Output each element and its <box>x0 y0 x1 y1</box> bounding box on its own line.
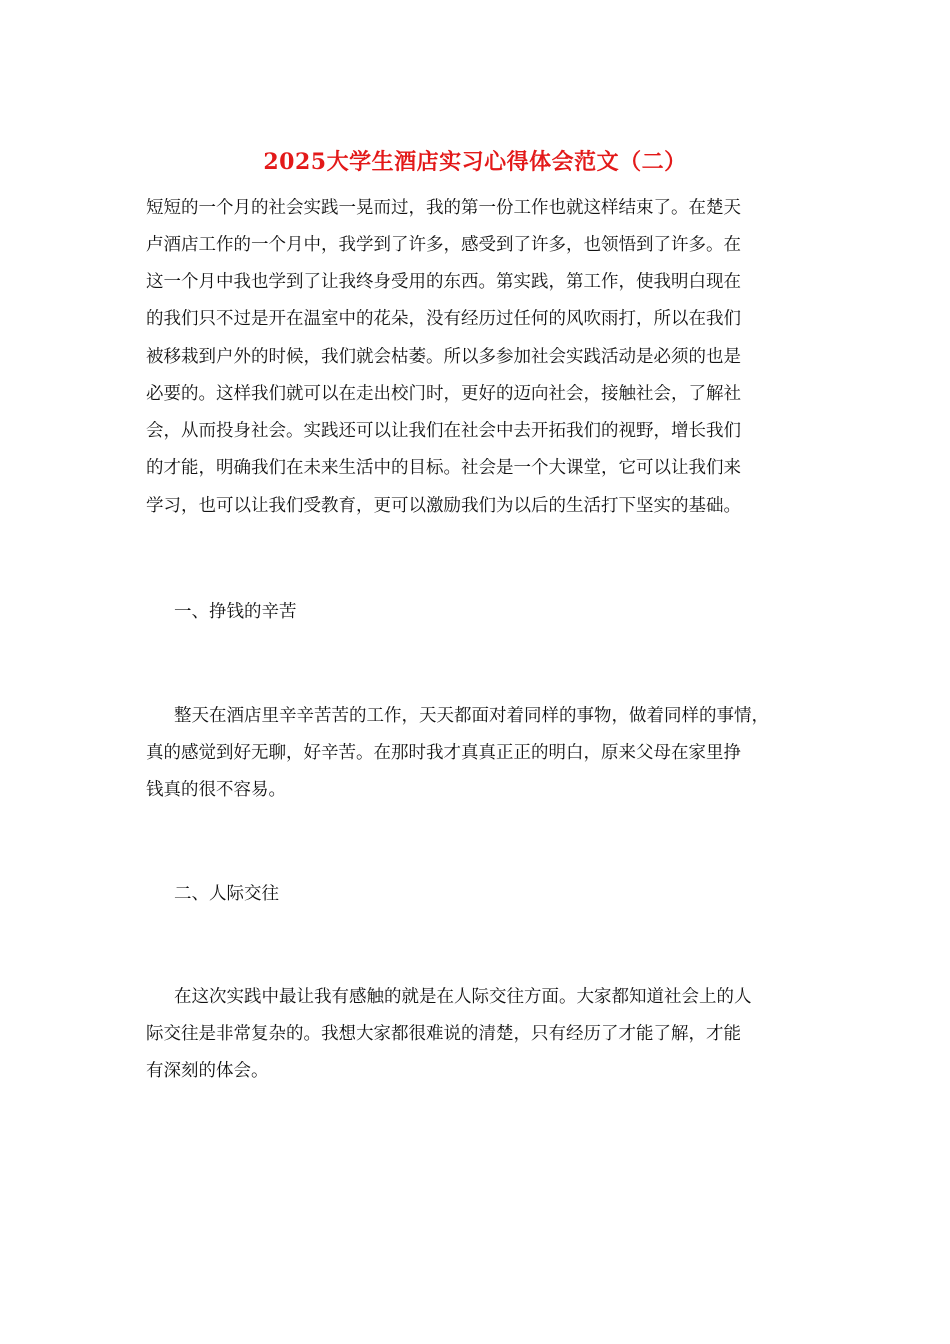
section-line: 在这次实践中最让我有感触的就是在人际交往方面。大家都知道社会上的人 <box>174 987 752 1007</box>
section-line: 际交往是非常复杂的。我想大家都很难说的清楚，只有经历了才能了解，才能 <box>146 1024 741 1044</box>
intro-line: 会，从而投身社会。实践还可以让我们在社会中去开拓我们的视野，增长我们 <box>146 421 741 441</box>
section-line: 钱真的很不容易。 <box>146 780 286 800</box>
intro-line: 卢酒店工作的一个月中，我学到了许多，感受到了许多，也领悟到了许多。在 <box>146 235 741 255</box>
section-heading: 一、挣钱的辛苦 <box>174 602 297 622</box>
intro-line: 短短的一个月的社会实践一晃而过，我的第一份工作也就这样结束了。在楚天 <box>146 198 741 218</box>
intro-line: 的我们只不过是开在温室中的花朵，没有经历过任何的风吹雨打，所以在我们 <box>146 309 741 329</box>
intro-line: 必要的。这样我们就可以在走出校门时，更好的迈向社会，接触社会，了解社 <box>146 384 741 404</box>
section-line: 整天在酒店里辛辛苦苦的工作，天天都面对着同样的事物，做着同样的事情， <box>174 706 769 726</box>
intro-line: 被移栽到户外的时候，我们就会枯萎。所以多参加社会实践活动是必须的也是 <box>146 347 741 367</box>
section-heading: 二、人际交往 <box>174 884 279 904</box>
intro-line: 学习，也可以让我们受教育，更可以激励我们为以后的生活打下坚实的基础。 <box>146 496 741 516</box>
intro-line: 这一个月中我也学到了让我终身受用的东西。第实践，第工作，使我明白现在 <box>146 272 741 292</box>
intro-line: 的才能，明确我们在未来生活中的目标。社会是一个大课堂，它可以让我们来 <box>146 458 741 478</box>
document-title: 2025大学生酒店实习心得体会范文（二） <box>263 149 687 175</box>
section-line: 有深刻的体会。 <box>146 1061 269 1081</box>
section-line: 真的感觉到好无聊，好辛苦。在那时我才真真正正的明白，原来父母在家里挣 <box>146 743 741 763</box>
